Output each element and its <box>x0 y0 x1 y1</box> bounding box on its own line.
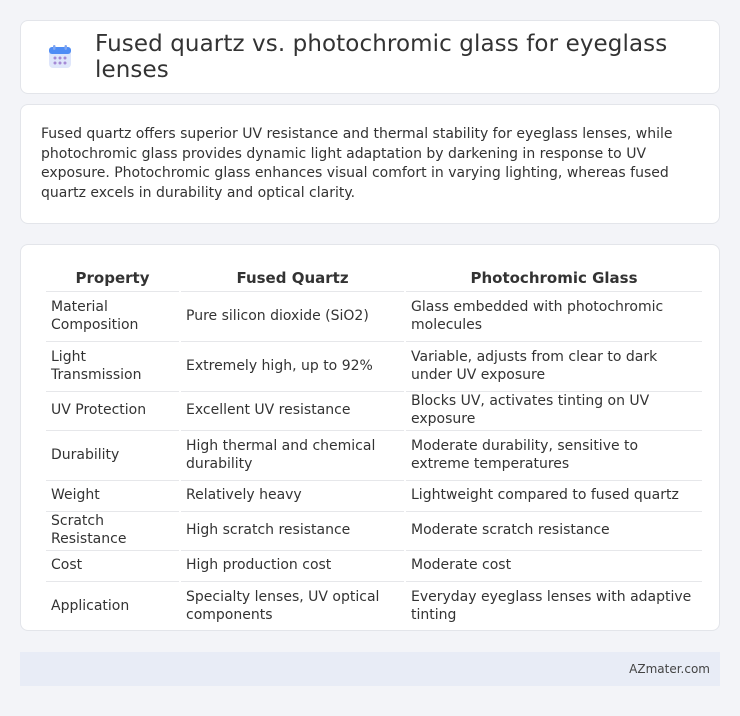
calendar-icon <box>47 44 73 70</box>
row-fused-quartz: Specialty lenses, UV optical components <box>181 581 404 629</box>
summary-card <box>20 104 720 224</box>
row-property: UV Protection <box>46 391 179 428</box>
table-header-row <box>46 265 702 289</box>
table-row <box>46 430 702 478</box>
row-photochromic-glass: Lightweight compared to fused quartz <box>406 480 702 509</box>
row-photochromic-glass: Moderate scratch resistance <box>406 511 702 548</box>
table-row <box>46 511 702 548</box>
table-row <box>46 550 702 579</box>
table-row <box>46 581 702 629</box>
row-fused-quartz: Relatively heavy <box>181 480 404 509</box>
row-fused-quartz: High production cost <box>181 550 404 579</box>
footer-site-link[interactable]: AZmater.com <box>629 662 710 676</box>
row-property: Durability <box>46 430 179 478</box>
comparison-table-card <box>20 244 720 631</box>
header-photochromic-glass: Photochromic Glass <box>470 269 638 287</box>
row-fused-quartz: Pure silicon dioxide (SiO2) <box>181 291 404 339</box>
table-row <box>46 480 702 509</box>
row-fused-quartz: High scratch resistance <box>181 511 404 548</box>
header-card <box>20 20 720 94</box>
header-property: Property <box>75 269 150 287</box>
row-photochromic-glass: Blocks UV, activates tinting on UV exposure <box>406 391 702 428</box>
row-property: Cost <box>46 550 179 579</box>
row-property: Material Composition <box>46 291 179 339</box>
comparison-table <box>44 263 704 631</box>
row-fused-quartz: High thermal and chemical durability <box>181 430 404 478</box>
row-photochromic-glass: Moderate durability, sensitive to extreme temperatures <box>406 430 702 478</box>
row-fused-quartz: Extremely high, up to 92% <box>181 341 404 389</box>
row-property: Light Transmission <box>46 341 179 389</box>
row-photochromic-glass: Everyday eyeglass lenses with adaptive tinting <box>406 581 702 629</box>
page-title: Fused quartz vs. photochromic glass for eyeglass lenses <box>95 31 668 83</box>
table-row <box>46 291 702 339</box>
row-photochromic-glass: Variable, adjusts from clear to dark under UV exposure <box>406 341 702 389</box>
summary-text: Fused quartz offers superior UV resistance and thermal stability for eyeglass lenses, while photochromic glass provides dynamic light adaptation by darkening in response to UV exposure. Photochromic glass enhances visual comfort in varying lighting, whereas fused quartz excels in durability and optical clarity. <box>41 126 673 201</box>
row-property: Scratch Resistance <box>46 511 179 548</box>
footer <box>20 652 720 686</box>
row-property: Application <box>46 581 179 629</box>
row-photochromic-glass: Moderate cost <box>406 550 702 579</box>
table-row <box>46 341 702 389</box>
table-row <box>46 391 702 428</box>
row-photochromic-glass: Glass embedded with photochromic molecules <box>406 291 702 339</box>
row-fused-quartz: Excellent UV resistance <box>181 391 404 428</box>
row-property: Weight <box>46 480 179 509</box>
header-fused-quartz: Fused Quartz <box>236 269 349 287</box>
